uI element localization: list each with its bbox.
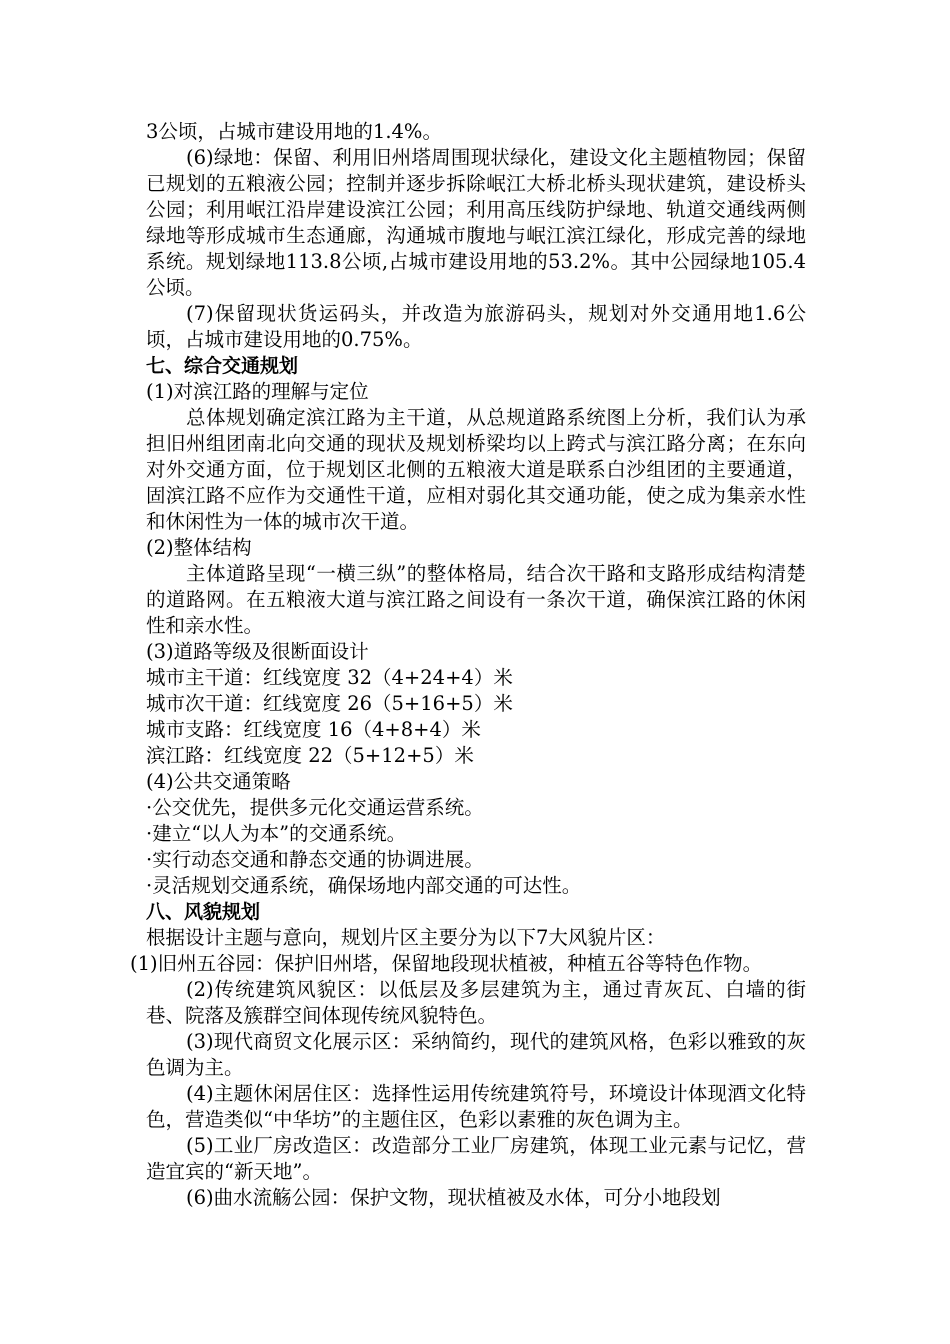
road-spec-line: 城市次干道：红线宽度 26（5+16+5）米: [146, 692, 513, 715]
paragraph-green-space: (6)绿地：保留、利用旧州塔周围现状绿化，建设文化主题植物园；保留已规划的五粮液公园；控制并逐步拆除岷江大桥北桥头现状建筑，建设桥头公园；利用岷江沿岸建设滨江公园；利用高压线防护绿地、轨道交通线两侧绿地等形成城市生态通廊，沟通城市腹地与岷江滨江绿化，形成完善的绿地系统。规划绿地113.8公顷,占城市建设用地的53.2%。其中公园绿地105.4公顷。: [146, 146, 806, 299]
paragraph-freight-dock: (7)保留现状货运码头，并改造为旅游码头，规划对外交通用地1.6公顷，占城市建设用地的0.75%。: [146, 302, 806, 351]
section-heading-style: 八、风貌规划: [146, 901, 261, 923]
paragraph-factory-zone: (5)工业厂房改造区：改造部分工业厂房建筑，体现工业元素与记忆，营造宜宾的“新天地”。: [146, 1134, 806, 1183]
bullet-item: ·公交优先，提供多元化交通运营系统。: [146, 796, 484, 819]
road-spec-line: 城市主干道：红线宽度 32（4+24+4）米: [146, 666, 513, 689]
paragraph: 3公顷，占城市建设用地的1.4%。: [146, 120, 442, 143]
bullet-item: ·实行动态交通和静态交通的协调进展。: [146, 848, 484, 871]
paragraph-commerce-zone: (3)现代商贸文化展示区：采纳简约，现代的建筑风格，色彩以雅致的灰色调为主。: [146, 1030, 806, 1079]
paragraph-residential-zone: (4)主题休闲居住区：选择性运用传统建筑符号，环境设计体现酒文化特色，营造类似“中华坊”的主题住区，色彩以素雅的灰色调为主。: [146, 1082, 806, 1131]
paragraph-water-park: (6)曲水流觞公园：保护文物，现状植被及水体，可分小地段划: [186, 1186, 721, 1209]
paragraph-road-network: 主体道路呈现“一横三纵”的整体格局，结合次干路和支路形成结构清楚的道路网。在五粮液大道与滨江路之间设有一条次干道，确保滨江路的休闲性和亲水性。: [146, 562, 806, 637]
bullet-item: ·灵活规划交通系统，确保场地内部交通的可达性。: [146, 874, 582, 897]
paragraph-style-intro: 根据设计主题与意向，规划片区主要分为以下7大风貌片区：: [146, 926, 666, 949]
subheading-road-grades: (3)道路等级及很断面设计: [146, 640, 369, 663]
subheading-overall-structure: (2)整体结构: [146, 536, 252, 559]
road-spec-line: 滨江路：红线宽度 22（5+12+5）米: [146, 744, 474, 767]
subheading-binjiang-road: (1)对滨江路的理解与定位: [146, 380, 369, 403]
road-spec-line: 城市支路：红线宽度 16（4+8+4）米: [146, 718, 481, 741]
paragraph-traditional-zone: (2)传统建筑风貌区：以低层及多层建筑为主，通过青灰瓦、白墙的街巷、院落及簇群空间体现传统风貌特色。: [146, 978, 806, 1027]
document-body: [130, 119, 806, 1211]
subheading-public-transport: (4)公共交通策略: [146, 770, 291, 793]
paragraph-road-positioning: 总体规划确定滨江路为主干道，从总规道路系统图上分析，我们认为承担旧州组团南北向交通的现状及规划桥梁均以上跨式与滨江路分离；在东向对外交通方面，位于规划区北侧的五粮液大道是联系白沙组团的主要通道，固滨江路不应作为交通性干道，应相对弱化其交通功能，使之成为集亲水性和休闲性为一体的城市次干道。: [146, 406, 806, 533]
section-heading-transport: 七、综合交通规划: [146, 355, 299, 377]
paragraph-grain-garden: (1)旧州五谷园：保护旧州塔，保留地段现状植被，种植五谷等特色作物。: [130, 952, 763, 975]
bullet-item: ·建立“以人为本”的交通系统。: [146, 822, 407, 845]
